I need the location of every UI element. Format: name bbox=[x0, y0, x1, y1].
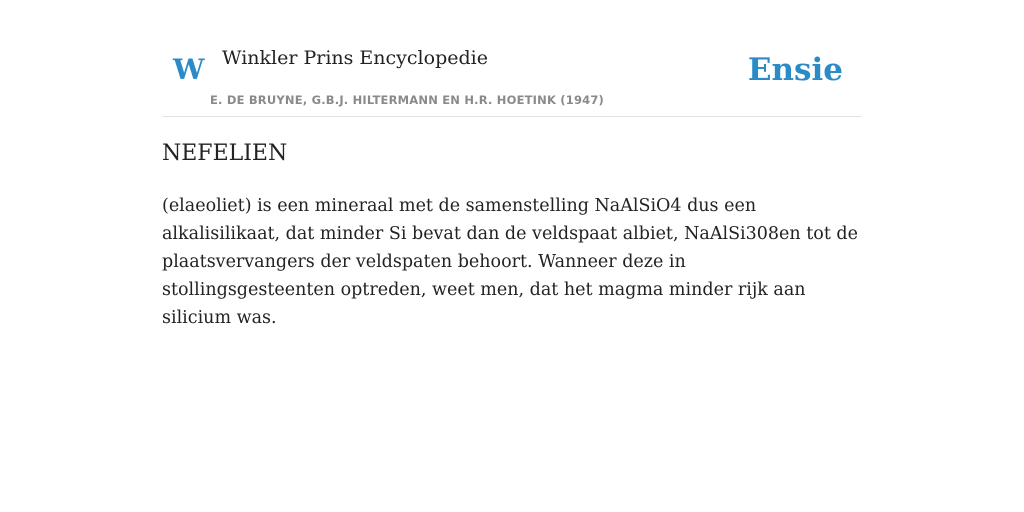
ensie-logo-link[interactable]: Ensie bbox=[747, 52, 843, 88]
book-title[interactable]: Winkler Prins Encyclopedie bbox=[222, 47, 488, 69]
entry-body: (elaeoliet) is een mineraal met de samenstelling NaAlSiO4 dus een alkalisilikaat, dat minder Si bevat dan de veldspaat albiet, NaAlSi308en tot de plaatsvervangers der veldspaten behoort. Wanneer deze in stollingsgesteenten optreden, weet men, dat het magma minder rijk aan silicium was. bbox=[162, 196, 858, 328]
header bbox=[162, 40, 862, 117]
encyclopedia-logo[interactable]: W bbox=[173, 53, 205, 86]
book-authors: E. DE BRUYNE, G.B.J. HILTERMANN EN H.R. HOETINK (1947) bbox=[210, 93, 605, 107]
entry-title: NEFELIEN bbox=[162, 141, 288, 166]
